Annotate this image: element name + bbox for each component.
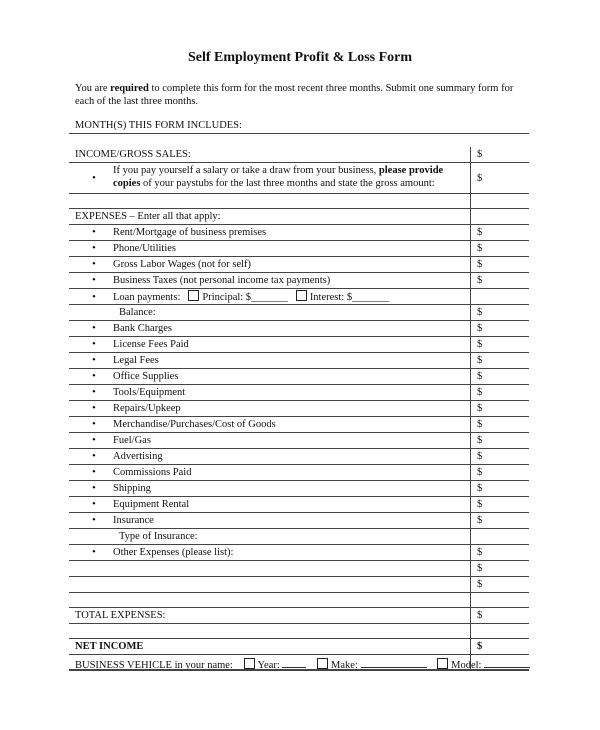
- expense-item-label: Phone/Utilities: [113, 243, 176, 254]
- expense-item-label-cell: [69, 449, 471, 465]
- expense-item-amount[interactable]: $: [471, 497, 530, 513]
- expense-item: [69, 497, 529, 513]
- expense-item-label-cell: [69, 465, 471, 481]
- loan-payments-amount[interactable]: [471, 289, 530, 305]
- insurance-type-label-cell: [69, 529, 471, 545]
- model-field[interactable]: [484, 667, 530, 668]
- loan-balance: [69, 305, 529, 321]
- bullet-icon: •: [92, 323, 96, 334]
- expense-item-label-cell: [69, 385, 471, 401]
- expense-item-amount[interactable]: $: [471, 401, 530, 417]
- spacer-row: [69, 624, 529, 639]
- expense-item: [69, 433, 529, 449]
- expense-item: [69, 257, 529, 273]
- total-expenses-amount[interactable]: $: [471, 608, 530, 624]
- expense-item-amount[interactable]: $: [471, 513, 530, 529]
- months-input-line[interactable]: [69, 133, 529, 134]
- make-label: Make:: [331, 660, 358, 671]
- expense-item-label-cell: [69, 433, 471, 449]
- year-checkbox[interactable]: [244, 658, 255, 669]
- income-header-amount[interactable]: $: [471, 147, 530, 163]
- loan-balance-label: Balance:: [119, 307, 156, 318]
- spacer-row-amount[interactable]: [471, 194, 530, 209]
- expense-item: [69, 369, 529, 385]
- net-income-label: NET INCOME: [75, 641, 144, 652]
- expense-item-label-cell: [69, 417, 471, 433]
- expense-item-label: Repairs/Upkeep: [113, 403, 181, 414]
- expense-item-amount[interactable]: $: [471, 353, 530, 369]
- spacer-row: [69, 593, 529, 608]
- spacer-row: [69, 194, 529, 209]
- expense-item-amount[interactable]: $: [471, 369, 530, 385]
- income-header: [69, 147, 529, 163]
- expense-item-label-cell: [69, 241, 471, 257]
- spacer-row-amount[interactable]: [471, 624, 530, 639]
- income-salary-label-cell: [69, 163, 471, 194]
- model-checkbox[interactable]: [437, 658, 448, 669]
- income-header-label-cell: [69, 147, 471, 163]
- expense-item: [69, 273, 529, 289]
- expense-item-label: Merchandise/Purchases/Cost of Goods: [113, 419, 276, 430]
- loan-payments: [69, 289, 529, 305]
- other-expense-line-label-cell: [69, 577, 471, 593]
- profit-loss-table: [69, 147, 529, 670]
- expenses-header-label-cell: [69, 209, 471, 225]
- bullet-icon: •: [92, 515, 96, 526]
- model-label: Model:: [451, 660, 482, 671]
- loan-payments-label: Loan payments:: [113, 292, 181, 303]
- interest-checkbox[interactable]: [296, 290, 307, 301]
- required-emphasis: required: [110, 83, 149, 94]
- expense-item-label: License Fees Paid: [113, 339, 189, 350]
- expense-item-label: Advertising: [113, 451, 163, 462]
- expense-item-amount[interactable]: $: [471, 225, 530, 241]
- months-label: MONTH(S) THIS FORM INCLUDES:: [75, 120, 242, 131]
- bullet-icon: •: [92, 387, 96, 398]
- expense-item: [69, 481, 529, 497]
- expense-item-label: Fuel/Gas: [113, 435, 151, 446]
- expense-item: [69, 465, 529, 481]
- vehicle-label: BUSINESS VEHICLE in your name:: [75, 660, 233, 671]
- other-expense-line-amount[interactable]: $: [471, 577, 530, 593]
- income-salary: [69, 163, 529, 194]
- expense-item-label: Equipment Rental: [113, 499, 190, 510]
- expense-item-label: Insurance: [113, 515, 154, 526]
- bullet-icon: •: [92, 467, 96, 478]
- expense-item-label: Bank Charges: [113, 323, 173, 334]
- other-expenses-label-cell: [69, 545, 471, 561]
- principal-checkbox[interactable]: [188, 290, 199, 301]
- expenses-header-amount[interactable]: [471, 209, 530, 225]
- expense-item-label-cell: [69, 273, 471, 289]
- vehicle-underline: [69, 670, 529, 671]
- bullet-icon: •: [92, 435, 96, 446]
- income-header-label: INCOME/GROSS SALES:: [75, 149, 191, 160]
- expense-item-label: Shipping: [113, 483, 151, 494]
- expense-item: [69, 337, 529, 353]
- interest-field[interactable]: Interest: $_______: [309, 292, 389, 303]
- bullet-icon: •: [92, 292, 96, 303]
- bullet-icon: •: [92, 547, 96, 558]
- expense-item-label-cell: [69, 481, 471, 497]
- bullet-icon: •: [92, 172, 96, 184]
- income-salary-text-part2: of your paystubs for the last three months and state the gross amount:: [140, 178, 435, 189]
- expense-item-amount[interactable]: $: [471, 241, 530, 257]
- expense-item-label: Gross Labor Wages (not for self): [113, 259, 252, 270]
- bullet-icon: •: [92, 275, 96, 286]
- bullet-icon: •: [92, 499, 96, 510]
- bullet-icon: •: [92, 355, 96, 366]
- bullet-icon: •: [92, 339, 96, 350]
- bullet-icon: •: [92, 227, 96, 238]
- expense-item-label-cell: [69, 401, 471, 417]
- loan-balance-amount[interactable]: $: [471, 305, 530, 321]
- income-salary-amount[interactable]: $: [471, 163, 530, 194]
- total-expenses-label-cell: [69, 608, 471, 624]
- insurance-type-label: Type of Insurance:: [119, 531, 198, 542]
- other-expense-line-amount[interactable]: $: [471, 561, 530, 577]
- loan-balance-label-cell: [69, 305, 471, 321]
- bullet-icon: •: [92, 451, 96, 462]
- expense-item-label: Rent/Mortgage of business premises: [113, 227, 267, 238]
- net-income-label-cell: [69, 639, 471, 655]
- expense-item-label-cell: [69, 321, 471, 337]
- year-label: Year:: [257, 660, 280, 671]
- expense-item-label-cell: [69, 497, 471, 513]
- bullet-icon: •: [92, 419, 96, 430]
- spacer-row-label-cell: [69, 593, 471, 608]
- make-field[interactable]: [361, 667, 427, 668]
- spacer-row-label-cell: [69, 624, 471, 639]
- expense-item-amount[interactable]: $: [471, 273, 530, 289]
- expense-item-amount[interactable]: $: [471, 465, 530, 481]
- make-checkbox[interactable]: [317, 658, 328, 669]
- other-expense-line: [69, 577, 529, 593]
- expense-item-label: Legal Fees: [113, 355, 159, 366]
- expense-item-label-cell: [69, 369, 471, 385]
- expense-item: [69, 513, 529, 529]
- expense-item: [69, 417, 529, 433]
- insurance-type: [69, 529, 529, 545]
- bullet-icon: •: [92, 259, 96, 270]
- expense-item-label-cell: [69, 225, 471, 241]
- insurance-type-amount[interactable]: [471, 529, 530, 545]
- other-expenses-amount[interactable]: $: [471, 545, 530, 561]
- form-title: Self Employment Profit & Loss Form: [187, 50, 413, 65]
- expense-item-label-cell: [69, 257, 471, 273]
- expense-item-amount[interactable]: $: [471, 417, 530, 433]
- spacer-row-label-cell: [69, 194, 471, 209]
- income-salary-text: [113, 164, 453, 190]
- loan-payments-label-cell: [69, 289, 471, 305]
- expense-item-amount[interactable]: $: [471, 385, 530, 401]
- expense-item-amount[interactable]: $: [471, 449, 530, 465]
- expense-item: [69, 321, 529, 337]
- expense-item-amount[interactable]: $: [471, 481, 530, 497]
- expense-item-amount[interactable]: $: [471, 321, 530, 337]
- total-expenses-label: TOTAL EXPENSES:: [75, 610, 166, 621]
- other-expense-line: [69, 561, 529, 577]
- principal-field[interactable]: Principal: $_______: [202, 292, 288, 303]
- expense-item-amount[interactable]: $: [471, 337, 530, 353]
- expenses-header-label: EXPENSES – Enter all that apply:: [75, 211, 221, 222]
- other-expense-line-label-cell: [69, 561, 471, 577]
- net-income-amount[interactable]: $: [471, 639, 530, 655]
- expenses-header: [69, 209, 529, 225]
- expense-item-label: Office Supplies: [113, 371, 179, 382]
- net-income: [69, 639, 529, 655]
- expense-item-amount[interactable]: $: [471, 257, 530, 273]
- spacer-row-amount[interactable]: [471, 593, 530, 608]
- total-expenses: [69, 608, 529, 624]
- expense-item: [69, 241, 529, 257]
- expense-item-label-cell: [69, 513, 471, 529]
- bullet-icon: •: [92, 483, 96, 494]
- bullet-icon: •: [92, 243, 96, 254]
- other-expenses-label: Other Expenses (please list):: [113, 547, 234, 558]
- bullet-icon: •: [92, 403, 96, 414]
- expense-item-label: Business Taxes (not personal income tax payments): [113, 275, 331, 286]
- expense-item-label: Tools/Equipment: [113, 387, 186, 398]
- bullet-icon: •: [92, 371, 96, 382]
- income-salary-text-part1: If you pay yourself a salary or take a draw from your business,: [113, 165, 379, 176]
- intro-text: You are required to complete this form for the most recent three months. Submit one summary form for each of the last three months.: [75, 83, 514, 107]
- expense-item: [69, 385, 529, 401]
- expense-item: [69, 225, 529, 241]
- income-salary-text-bold: please provide copies: [113, 165, 444, 189]
- expense-item-label-cell: [69, 353, 471, 369]
- expense-item: [69, 401, 529, 417]
- other-expenses: [69, 545, 529, 561]
- expense-item: [69, 353, 529, 369]
- expense-item-amount[interactable]: $: [471, 433, 530, 449]
- year-field[interactable]: [282, 667, 306, 668]
- expense-item-label-cell: [69, 337, 471, 353]
- expense-item-label: Commissions Paid: [113, 467, 192, 478]
- expense-item: [69, 449, 529, 465]
